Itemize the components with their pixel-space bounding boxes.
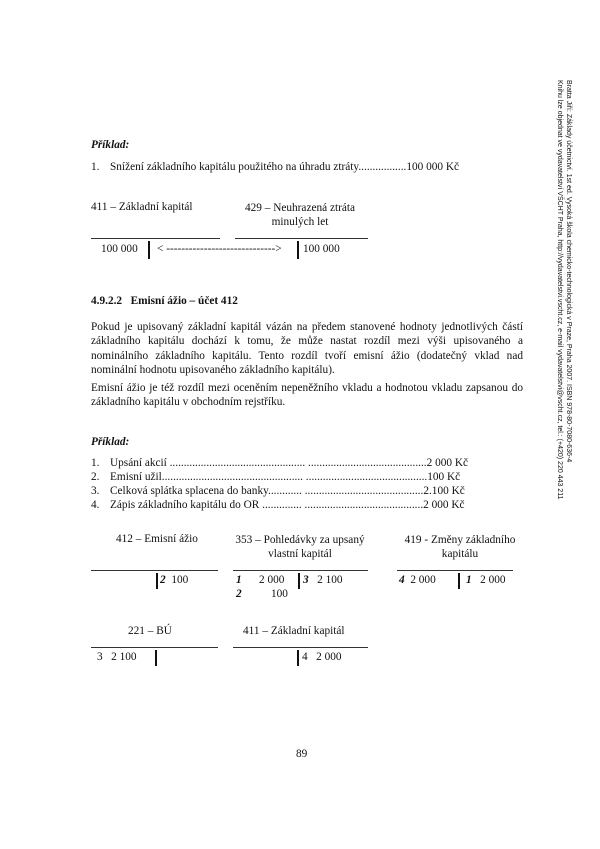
- list-item-text: Celková splátka splacena do banky............ ..........................................2.100 Kč: [110, 485, 465, 497]
- list-item-text: Zápis základního kapitálu do OR .............. ..........................................2 000 Kč: [110, 499, 465, 511]
- example2-list: [91, 456, 511, 512]
- entry-amount: 2 000: [410, 574, 436, 586]
- list-item: [91, 470, 511, 484]
- entry-amount: 2 000: [480, 574, 506, 586]
- entry-amount: 2 100: [111, 651, 137, 663]
- account-429-title-line1: 429 – Neuhrazená ztráta: [244, 202, 356, 214]
- t-account-divider: [148, 241, 150, 259]
- account-419-debit: [399, 574, 436, 586]
- account-353-debit-2-amount: 100: [271, 588, 288, 600]
- example1-heading: Příklad:: [91, 139, 130, 151]
- list-item: [91, 456, 511, 470]
- account-429-credit-value: 100 000: [303, 243, 340, 255]
- entry-amount: 2 100: [317, 574, 343, 586]
- account-411-title: 411 – Základní kapitál: [91, 201, 193, 213]
- t-account-line: [235, 238, 368, 239]
- t-account-line: [233, 647, 368, 648]
- entry-ref: 2: [236, 588, 242, 600]
- example1-item-number: 1.: [91, 161, 100, 173]
- citation-line-1: Bratta Jiří: Základy účetnictví. 1st ed. Vysoká škola chemicko-technologická v Praze, Praha 2007. ISBN 978-80-7080-636-4: [565, 80, 572, 463]
- entry-ref: 4: [302, 651, 308, 663]
- t-account-line: [91, 238, 220, 239]
- list-item-text: Emisní užil.................................................. ...........................................100 Kč: [110, 471, 461, 483]
- entry-ref: 1: [236, 574, 242, 586]
- t-account-divider: [155, 650, 157, 666]
- account-353-title-line2: vlastní kapitál: [268, 548, 332, 560]
- list-item-number: 3.: [91, 485, 100, 497]
- t-account-divider: [458, 573, 460, 589]
- account-412-credit: [160, 574, 188, 586]
- page-number: 89: [296, 748, 308, 760]
- account-419-credit: [466, 574, 506, 586]
- account-353-debit-1-amount: 2 000: [259, 574, 285, 586]
- account-419-title: [395, 533, 525, 561]
- citation-line-2: Knihu lze objednat ve vydavatelství VŠCHT Praha, http://vydavatelstvi.vscht.cz, e-mail vydavatelstvi@vscht.cz, tel.: (+420) 220 443 211: [556, 80, 563, 500]
- account-429-title: [230, 201, 370, 229]
- account-221-title: 221 – BÚ: [128, 625, 172, 637]
- entry-ref: 2: [160, 574, 166, 586]
- section-title: Emisní ážio – účet 412: [130, 295, 238, 307]
- account-353-credit: [303, 574, 343, 586]
- section-heading: [91, 295, 238, 307]
- account-221-debit: [97, 651, 137, 663]
- account-353-debit-1: [236, 574, 242, 586]
- account-353-debit-2: [236, 588, 242, 600]
- account-412-title: 412 – Emisní ážio: [116, 533, 198, 545]
- account-411-title-2: 411 – Základní kapitál: [243, 625, 345, 637]
- account-419-title-line1: 419 - Změny základního: [404, 534, 516, 546]
- t-account-divider: [156, 573, 158, 589]
- list-item: [91, 498, 511, 512]
- entry-ref: 3: [303, 574, 309, 586]
- t-account-divider: [297, 650, 299, 666]
- t-account-line: [233, 570, 368, 571]
- t-account-divider: [298, 573, 300, 589]
- entry-ref: 1: [466, 574, 472, 586]
- account-429-title-line2: minulých let: [271, 216, 329, 228]
- list-item-number: 4.: [91, 499, 100, 511]
- section-number: 4.9.2.2: [91, 295, 123, 307]
- t-account-line: [397, 570, 513, 571]
- t-account-line: [91, 570, 218, 571]
- paragraph-1: Pokud je upisovaný základní kapitál vázán na předem stanovené hodnoty jednotlivých částí základního kapitálu dochází k tomu, že může nastat rozdíl mezi výši upisovaného a nominálního základního kapitálu. Tento rozdíl tvoří emisní ážio (dodatečný vklad nad nominální hodnotu upisovaného základního kapitálu).: [91, 321, 523, 377]
- entry-ref: 4: [399, 574, 405, 586]
- transfer-arrow: < ----------------------------->: [157, 243, 282, 255]
- list-item-text: Upsání akcií ................................................ ..........................................2 000 Kč: [110, 457, 469, 469]
- paragraph-2: Emisní ážio je též rozdíl mezi oceněním nepeněžního vkladu a hodnotou vkladu zapsanou do základního kapitálu v obchodním rejstříku.: [91, 382, 523, 409]
- t-account-line: [91, 647, 218, 648]
- list-item-number: 1.: [91, 457, 100, 469]
- entry-ref: 3: [97, 651, 103, 663]
- account-353-title-line1: 353 – Pohledávky za upsaný: [235, 534, 365, 546]
- entry-amount: 100: [171, 574, 189, 586]
- list-item-number: 2.: [91, 471, 100, 483]
- t-account-divider: [297, 241, 299, 259]
- account-411-credit: [302, 651, 342, 663]
- example2-heading: Příklad:: [91, 436, 130, 448]
- example1-item-text: Snížení základního kapitálu použitého na úhradu ztráty.................100 000 Kč: [110, 161, 460, 173]
- list-item: [91, 484, 511, 498]
- side-citation: [556, 80, 582, 600]
- account-411-debit-value: 100 000: [101, 243, 138, 255]
- account-353-title: [225, 533, 375, 561]
- account-419-title-line2: kapitálu: [441, 548, 479, 560]
- entry-amount: 2 000: [316, 651, 342, 663]
